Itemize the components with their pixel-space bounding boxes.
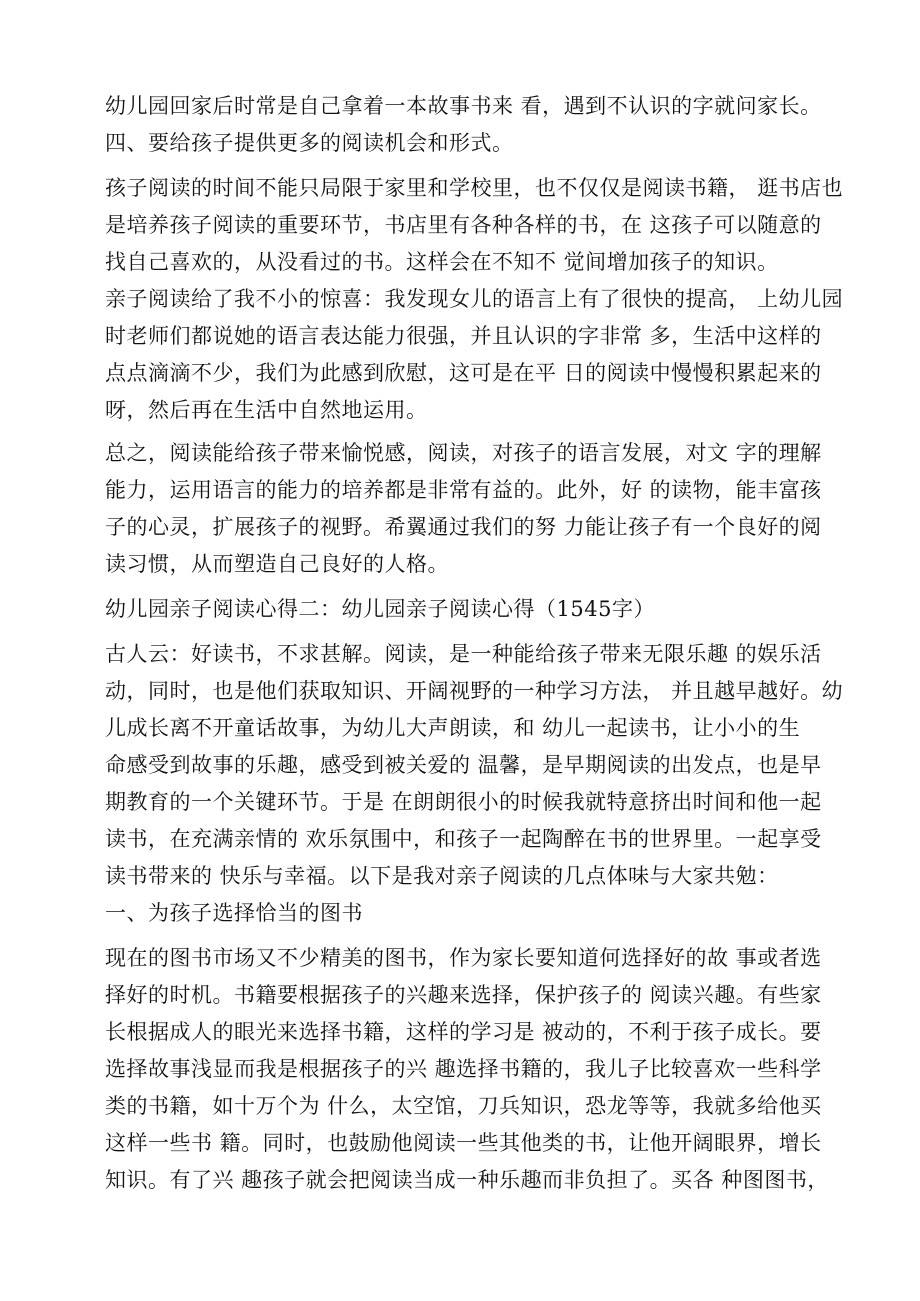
- text-line: 动，同时，也是他们获取知识、开阔视野的一种学习方法， 并且越早越好。幼: [105, 679, 844, 703]
- text-line: 子的心灵，扩展孩子的视野。希翼通过我们的努 力能让孩子有一个良好的阅: [105, 515, 822, 539]
- paragraph-surprise: [105, 281, 845, 429]
- text-line: 读习惯，从而塑造自己良好的人格。: [105, 552, 449, 576]
- text-line: 长根据成人的眼光来选择书籍，这样的学习是 被动的，不利于孩子成长。要: [105, 1020, 822, 1044]
- section-heading-four: [105, 125, 845, 162]
- text-line: 亲子阅读给了我不小的惊喜：我发现女儿的语言上有了很快的提高， 上幼儿园: [105, 287, 844, 311]
- text-line: 孩子阅读的时间不能只局限于家里和学校里，也不仅仅是阅读书籍， 逛书店也: [105, 176, 844, 200]
- text-line: 选择故事浅显而我是根据孩子的兴 趣选择书籍的，我儿子比较喜欢一些科学: [105, 1057, 822, 1081]
- text-line: 命感受到故事的乐趣，感受到被关爱的 温馨，是早期阅读的出发点，也是早: [105, 753, 822, 777]
- paragraph-conclusion: [105, 435, 845, 583]
- text-line: 一、为孩子选择恰当的图书: [105, 901, 363, 925]
- text-line: 古人云：好读书，不求甚解。阅读，是一种能给孩子带来无限乐趣 的娱乐活: [105, 642, 822, 666]
- text-line: 择好的时机。书籍要根据孩子的兴趣来选择，保护孩子的 阅读兴趣。有些家: [105, 983, 822, 1007]
- text-line: 读书带来的 快乐与幸福。以下是我对亲子阅读的几点体味与大家共勉：: [105, 864, 779, 888]
- paragraph-ancients: [105, 636, 845, 895]
- text-line: 呀，然后再在生活中自然地运用。: [105, 398, 428, 422]
- text-line: 四、要给孩子提供更多的阅读机会和形式。: [105, 131, 514, 155]
- text-line: 儿成长离不开童话故事，为幼儿大声朗读，和 幼儿一起读书，让小小的生: [105, 716, 801, 740]
- text-line: 读书，在充满亲情的 欢乐氛围中，和孩子一起陶醉在书的世界里。一起享受: [105, 827, 822, 851]
- text-line: 类的书籍，如十万个为 什么，太空馆，刀兵知识，恐龙等等，我就多给他买: [105, 1094, 822, 1118]
- text-line: 时老师们都说她的语言表达能力很强，并且认识的字非常 多，生活中这样的: [105, 324, 822, 348]
- section-heading-one: [105, 895, 845, 932]
- text-line: 这样一些书 籍。同时，也鼓励他阅读一些其他类的书，让他开阔眼界，增长: [105, 1131, 822, 1155]
- text-line: 知识。有了兴 趣孩子就会把阅读当成一种乐趣而非负担了。买各 种图图书，: [105, 1168, 829, 1192]
- text-line: 是培养孩子阅读的重要环节，书店里有各种各样的书，在 这孩子可以随意的: [105, 213, 822, 237]
- paragraph-intro-continued: [105, 88, 845, 125]
- text-line: 幼儿园亲子阅读心得二：幼儿园亲子阅读心得（1545字）: [105, 597, 655, 621]
- document-page: [105, 88, 845, 1199]
- article-two-title: [105, 591, 845, 628]
- text-line: 点点滴滴不少，我们为此感到欣慰，这可是在平 日的阅读中慢慢积累起来的: [105, 361, 822, 385]
- paragraph-bookstore: [105, 170, 845, 281]
- paragraph-choose-books: [105, 940, 845, 1199]
- text-line: 现在的图书市场又不少精美的图书，作为家长要知道何选择好的故 事或者选: [105, 946, 822, 970]
- text-line: 能力，运用语言的能力的培养都是非常有益的。此外，好 的读物，能丰富孩: [105, 478, 822, 502]
- text-line: 总之，阅读能给孩子带来愉悦感，阅读，对孩子的语言发展，对文 字的理解: [105, 441, 822, 465]
- text-line: 找自己喜欢的，从没看过的书。这样会在不知不 觉间增加孩子的知识。: [105, 250, 779, 274]
- text-line: 期教育的一个关键环节。于是 在朗朗很小的时候我就特意挤出时间和他一起: [105, 790, 822, 814]
- text-line: 幼儿园回家后时常是自己拿着一本故事书来 看，遇到不认识的字就问家长。: [105, 94, 822, 118]
